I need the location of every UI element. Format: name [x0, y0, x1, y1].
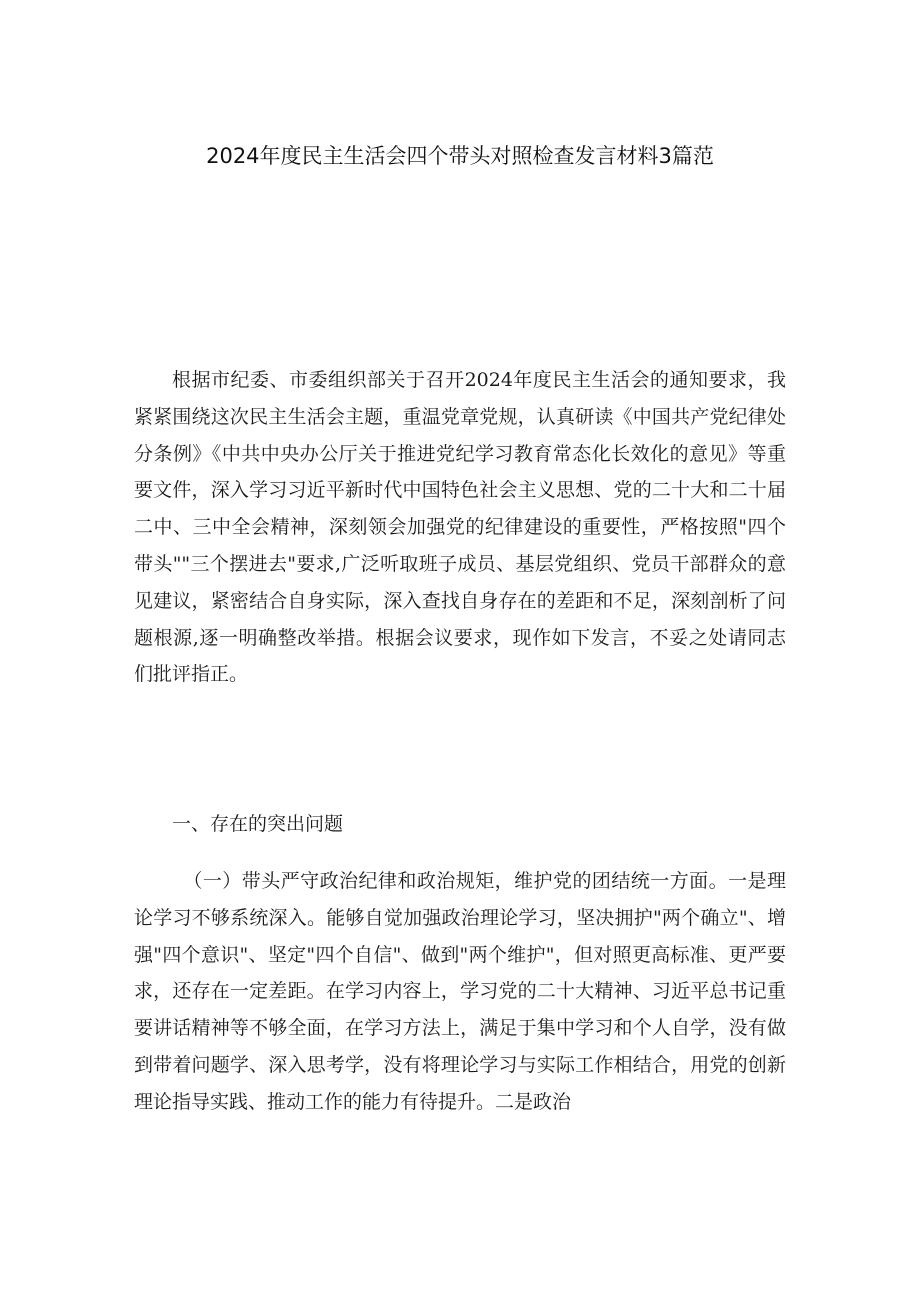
section-heading: 一、存在的突出问题 [172, 813, 344, 835]
section-heading-block [134, 806, 786, 842]
section-1-block [134, 863, 786, 1121]
section-1-paragraph: （一）带头严守政治纪律和政治规矩，维护党的团结统一方面。一是理论学习不够系统深入。能够自觉加强政治理论学习，坚决拥护"两个确立"、增强"四个意识"、坚定"四个自信"、做到"两个维护"，但对照更高标准、更严要求，还存在一定差距。在学习内容上，学习党的二十大精神、习近平总书记重要讲话精神等不够全面，在学习方法上，满足于集中学习和个人自学，没有做到带着问题学、深入思考学，没有将理论学习与实际工作相结合，用党的创新理论指导实践、推动工作的能力有待提升。二是政治 [134, 870, 786, 1113]
document-title: 2024年度民主生活会四个带头对照检查发言材料3篇范 [206, 144, 714, 168]
intro-block [134, 362, 786, 693]
intro-paragraph: 根据市纪委、市委组织部关于召开2024年度民主生活会的通知要求，我紧紧围绕这次民主生活会主题，重温党章党规，认真研读《中国共产党纪律处分条例》《中共中央办公厅关于推进党纪学习教育常态化长效化的意见》等重要文件，深入学习习近平新时代中国特色社会主义思想、党的二十大和二十届二中、三中全会精神，深刻领会加强党的纪律建设的重要性，严格按照"四个带头""三个摆进去"要求,广泛听取班子成员、基层党组织、党员干部群众的意见建议，紧密结合自身实际，深入查找自身存在的差距和不足，深刻剖析了问题根源,逐一明确整改举措。根据会议要求，现作如下发言，不妥之处请同志们批评指正。 [134, 369, 786, 686]
